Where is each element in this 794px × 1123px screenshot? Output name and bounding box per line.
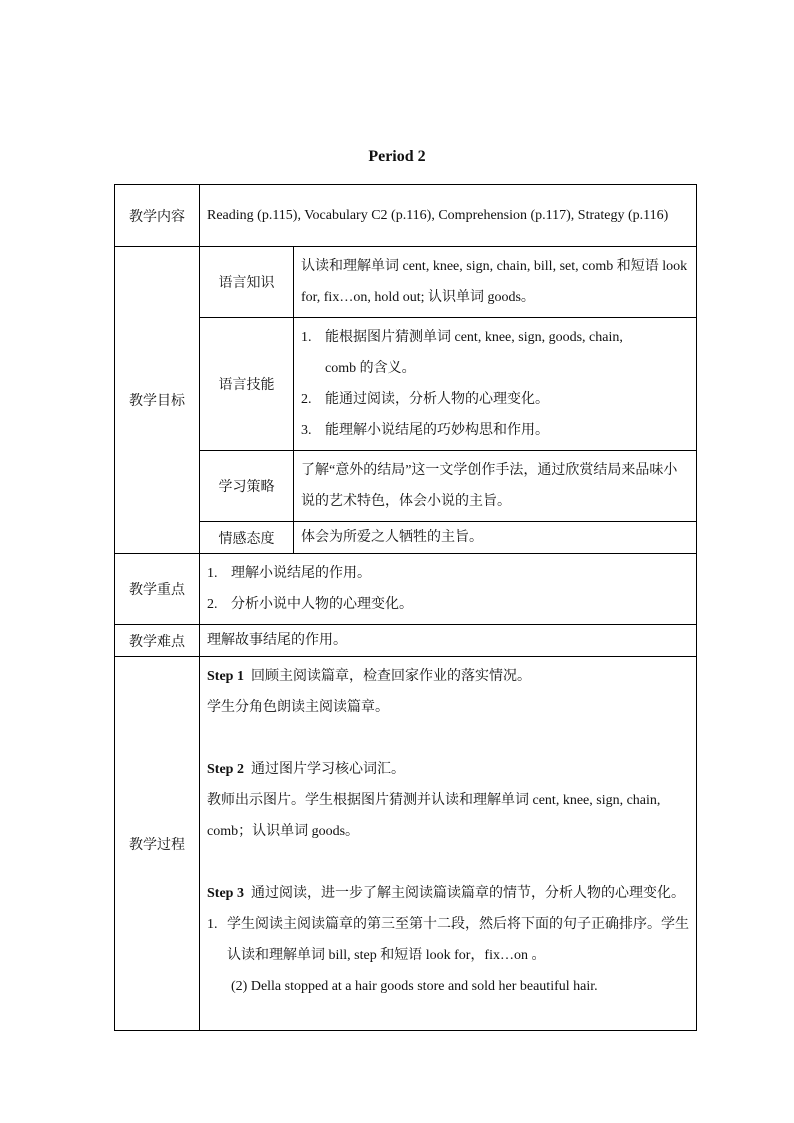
- difficulty-text: 理解故事结尾的作用。: [207, 633, 347, 648]
- language-knowledge-text: 认读和理解单词 cent, knee, sign, chain, bill, set, comb 和短语 look for, fix…on, hold out; 认识单词 goods。: [301, 259, 688, 305]
- attitude-text: 体会为所爱之人牺牲的主旨。: [301, 530, 483, 545]
- label-language-knowledge: 语言知识: [200, 247, 294, 318]
- row-content: [115, 185, 697, 247]
- list-item: 1. 能根据图片猜测单词 cent, knee, sign, goods, chain,: [301, 330, 623, 345]
- row-process: [115, 657, 697, 1031]
- row-attitude: [115, 522, 697, 554]
- label-difficulty: 教学难点: [115, 625, 200, 657]
- document-title: Period 2: [368, 148, 426, 165]
- step-3: Step 3 通过阅读，进一步了解主阅读篇读篇章的情节，分析人物的心理变化。: [207, 886, 685, 901]
- label-content: 教学内容: [115, 185, 200, 247]
- label-attitude: 情感态度: [200, 522, 294, 554]
- label-key-points: 教学重点: [115, 554, 200, 625]
- language-skills-list: [294, 318, 696, 450]
- row-key-points: [115, 554, 697, 625]
- process-content: [200, 657, 696, 1006]
- step-3-example: (2) Della stopped at a hair goods store and sold her beautiful hair.: [231, 979, 598, 994]
- key-points-list: [200, 554, 696, 624]
- list-item-continuation: comb 的含义。: [325, 361, 416, 376]
- step-2-text: 教师出示图片。学生根据图片猜测并认读和理解单词 cent, knee, sign, chain, comb；认识单词 goods。: [207, 793, 661, 839]
- step-2: Step 2 通过图片学习核心词汇。: [207, 762, 405, 777]
- label-process: 教学过程: [115, 657, 200, 1031]
- list-item: 1. 理解小说结尾的作用。: [207, 566, 371, 581]
- label-goals: 教学目标: [115, 247, 200, 554]
- step-3-item: 1. 学生阅读主阅读篇章的第三至第十二段，然后将下面的句子正确排序。学生认读和理解单词 bill, step 和短语 look for，fix…on 。: [207, 917, 689, 963]
- row-difficulty: [115, 625, 697, 657]
- step-1-text: 学生分角色朗读主阅读篇章。: [207, 700, 389, 715]
- row-learning-strategy: [115, 451, 697, 522]
- row-language-skills: [115, 318, 697, 451]
- lesson-plan-table: [114, 184, 697, 1031]
- row-language-knowledge: [115, 247, 697, 318]
- label-language-skills: 语言技能: [200, 318, 294, 451]
- learning-strategy-text: 了解“意外的结局”这一文学创作手法，通过欣赏结局来品味小说的艺术特色，体会小说的主旨。: [301, 463, 678, 509]
- list-item: 3. 能理解小说结尾的巧妙构思和作用。: [301, 423, 549, 438]
- list-item: 2. 能通过阅读，分析人物的心理变化。: [301, 392, 549, 407]
- list-item: 2. 分析小说中人物的心理变化。: [207, 597, 413, 612]
- content-text: Reading (p.115), Vocabulary C2 (p.116), Comprehension (p.117), Strategy (p.116): [207, 208, 669, 223]
- step-1: Step 1 回顾主阅读篇章，检查回家作业的落实情况。: [207, 669, 531, 684]
- label-learning-strategy: 学习策略: [200, 451, 294, 522]
